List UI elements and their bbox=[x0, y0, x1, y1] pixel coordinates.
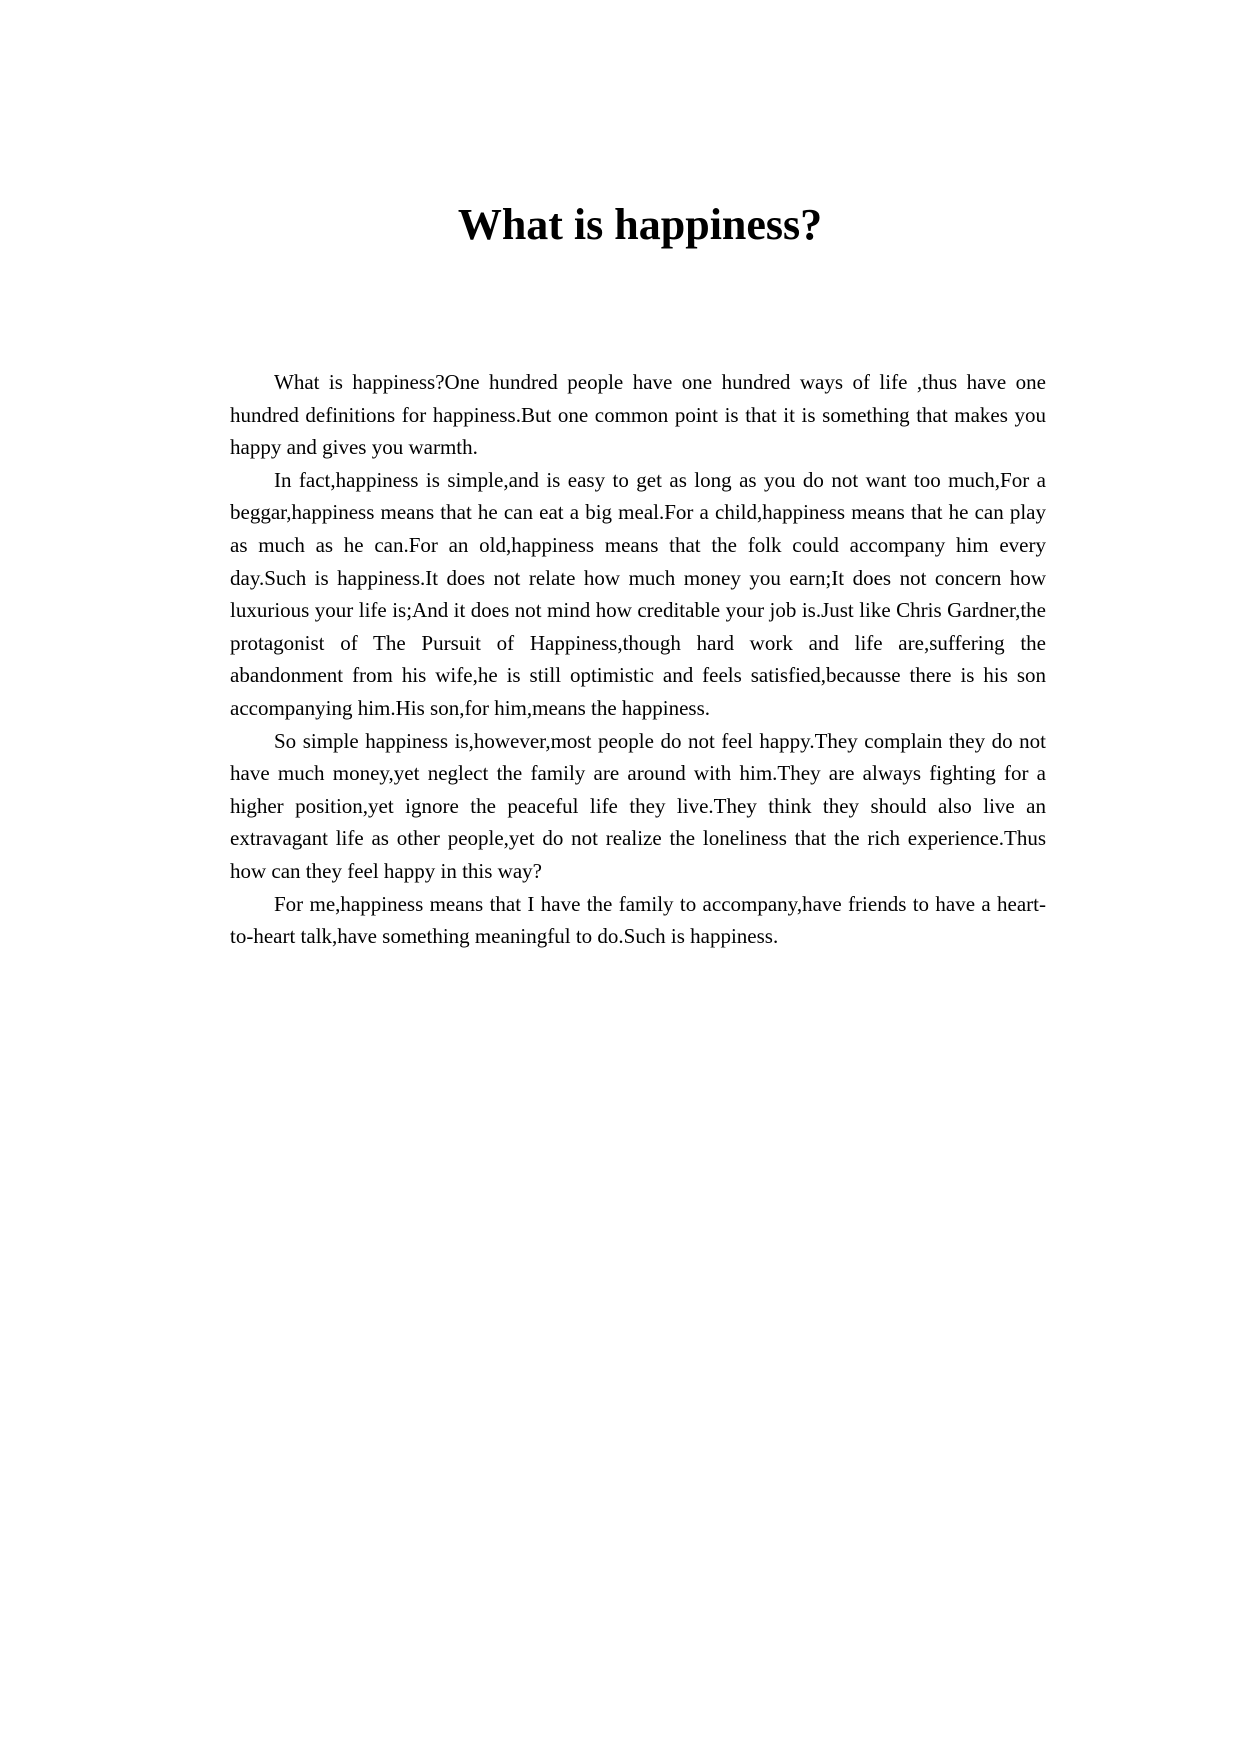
document-title: What is happiness? bbox=[457, 200, 823, 249]
document-body bbox=[230, 366, 1046, 953]
paragraph-4: For me,happiness means that I have the family to accompany,have friends to have a heart-to-heart talk,have something meaningful to do.Such is happiness. bbox=[230, 891, 1046, 949]
paragraph-2: In fact,happiness is simple,and is easy to get as long as you do not want too much,For a beggar,happiness means that he can eat a big meal.For a child,happiness means that he can play as much as he can.For an old,happiness means that the folk could accompany him every day.Such is happiness.It does not relate how much money you earn;It does not concern how luxurious your life is;And it does not mind how creditable your job is.Just like Chris Gardner,the protagonist of The Pursuit of Happiness,though hard work and life are,suffering the abandonment from his wife,he is still optimistic and feels satisfied,becausse there is his son accompanying him.His son,for him,means the happiness. bbox=[230, 467, 1046, 720]
paragraph-1: What is happiness?One hundred people have one hundred ways of life ,thus have one hundred definitions for happiness.But one common point is that it is something that makes you happy and gives you warmth. bbox=[230, 370, 1046, 460]
paragraph-3: So simple happiness is,however,most people do not feel happy.They complain they do not have much money,yet neglect the family are around with him.They are always fighting for a higher position,yet ignore the peaceful life they live.They think they should also live an extravagant life as other people,yet do not realize the loneliness that the rich experience.Thus how can they feel happy in this way? bbox=[230, 728, 1046, 883]
